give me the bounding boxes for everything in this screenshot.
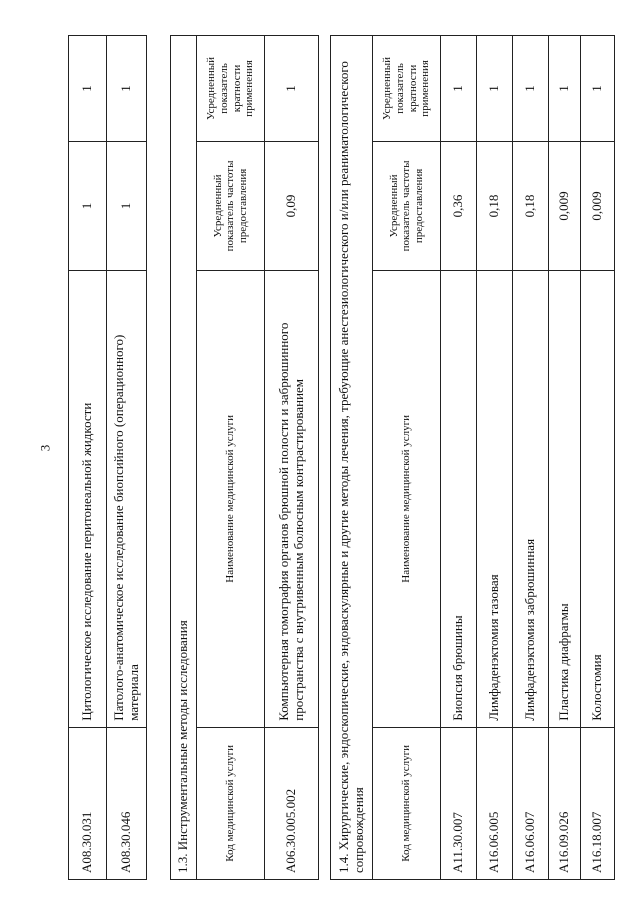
freq-cell: 1: [69, 141, 107, 270]
mult-cell: 1: [441, 36, 477, 142]
freq-cell: 0,36: [441, 141, 477, 270]
table-row: [581, 36, 615, 880]
code-cell: A08.30.046: [107, 727, 147, 879]
mult-cell: 1: [477, 36, 513, 142]
name-cell: Лимфаденэктомия забрюшинная: [513, 270, 549, 727]
table-row: [513, 36, 549, 880]
freq-cell: 1: [107, 141, 147, 270]
name-cell: Компьютерная томография органов брюшной полости и забрюшинного пространства с внутривенным болюсным контрастированием: [265, 270, 319, 727]
code-cell: A06.30.005.002: [265, 727, 319, 879]
table-row: [107, 36, 147, 880]
header-name: Наименование медицинской услуги: [373, 270, 441, 727]
section-13-title: 1.3. Инструментальные методы исследования: [171, 36, 197, 880]
section-13-table: [170, 35, 319, 880]
code-cell: A11.30.007: [441, 727, 477, 879]
freq-cell: 0,009: [581, 141, 615, 270]
name-cell: Биопсия брюшины: [441, 270, 477, 727]
section-14-table: [330, 35, 615, 880]
name-cell: Лимфаденэктомия тазовая: [477, 270, 513, 727]
mult-cell: 1: [549, 36, 581, 142]
code-cell: A16.06.007: [513, 727, 549, 879]
code-cell: A16.06.005: [477, 727, 513, 879]
header-code: Код медицинской услуги: [373, 727, 441, 879]
section-title-row: [171, 36, 197, 880]
header-code: Код медицинской услуги: [197, 727, 265, 879]
table-row: [441, 36, 477, 880]
section-title-row: [331, 36, 373, 880]
document-sheet: [60, 35, 640, 880]
header-name: Наименование медицинской услуги: [197, 270, 265, 727]
mult-cell: 1: [265, 36, 319, 142]
freq-cell: 0,18: [513, 141, 549, 270]
name-cell: Патолого-анатомическое исследование биопсийного (операционного) материала: [107, 270, 147, 727]
top-table: [68, 35, 147, 880]
header-freq: Усредненный показатель частоты предоставления: [197, 141, 265, 270]
mult-cell: 1: [513, 36, 549, 142]
mult-cell: 1: [69, 36, 107, 142]
code-cell: A16.09.026: [549, 727, 581, 879]
header-freq: Усредненный показатель частоты предоставления: [373, 141, 441, 270]
name-cell: Колостомия: [581, 270, 615, 727]
name-cell: Цитологическое исследование перитонеальной жидкости: [69, 270, 107, 727]
freq-cell: 0,18: [477, 141, 513, 270]
table-row: [69, 36, 107, 880]
freq-cell: 0,09: [265, 141, 319, 270]
code-cell: A08.30.031: [69, 727, 107, 879]
header-mult: Усредненный показатель кратности применения: [373, 36, 441, 142]
name-cell: Пластика диафрагмы: [549, 270, 581, 727]
header-row: [373, 36, 441, 880]
table-row: [549, 36, 581, 880]
mult-cell: 1: [107, 36, 147, 142]
code-cell: A16.18.007: [581, 727, 615, 879]
section-14-title: 1.4. Хирургические, эндоскопические, эндоваскулярные и другие методы лечения, требующие анестезиологического и/или реаниматологического сопровождения: [331, 36, 373, 880]
page-number: 3: [37, 444, 53, 452]
table-row: [477, 36, 513, 880]
mult-cell: 1: [581, 36, 615, 142]
header-mult: Усредненный показатель кратности применения: [197, 36, 265, 142]
header-row: [197, 36, 265, 880]
freq-cell: 0,009: [549, 141, 581, 270]
table-row: [265, 36, 319, 880]
